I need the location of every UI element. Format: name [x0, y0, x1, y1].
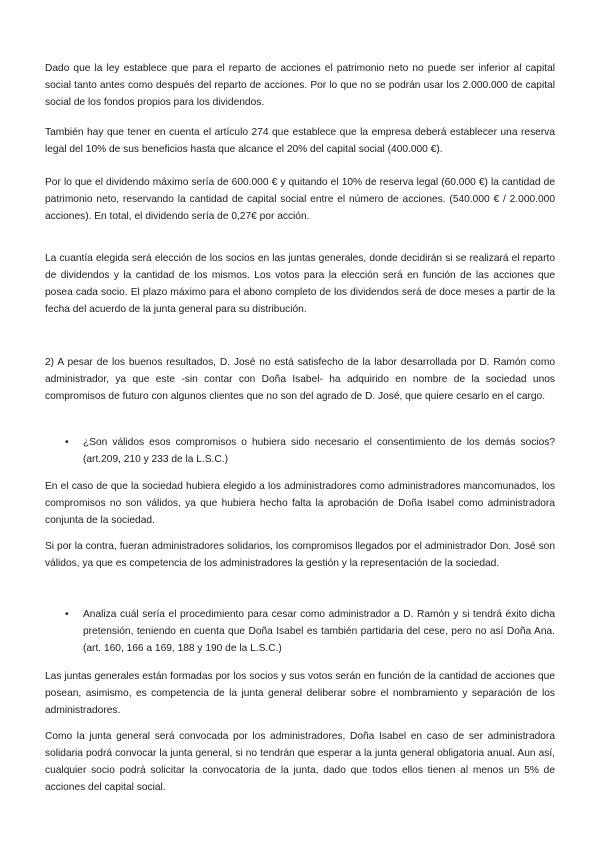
paragraph-legal-reserve: También hay que tener en cuenta el artículo 274 que establece que la empresa deberá establecer una reserva legal del 10% de sus beneficios hasta que alcance el 20% del capital social (400.000 €). [45, 127, 555, 155]
bullet-icon: • [65, 437, 69, 448]
paragraph-junta-composition: Las juntas generales están formadas por los socios y sus votos serán en función de la cantidad de acciones que posean, asimismo, es competencia de la junta general deliberar sobre el nombramiento y separación de los administradores. [45, 671, 555, 716]
bullet-icon: • [65, 609, 69, 620]
paragraph-dividend-rule: Dado que la ley establece que para el reparto de acciones el patrimonio neto no puede ser inferior al capital social tanto antes como después del reparto de acciones. Por lo que no se podrán usar los 2.000.000 de capital social de los fondos propios para los dividendos. [45, 63, 555, 108]
paragraph-joint-administrators: En el caso de que la sociedad hubiera elegido a los administradores como administradores mancomunados, los compromisos no son válidos, ya que hubiera hecho falta la aprobación de Doña Isabel como administradora conjunta de la sociedad. [45, 481, 555, 526]
paragraph-question-2: 2) A pesar de los buenos resultados, D. José no está satisfecho de la labor desarrollada por D. Ramón como administrador, ya que este -sin contar con Doña Isabel- ha adquirido en nombre de la sociedad unos compromisos de futuro con algunos clientes que no son del agrado de D. José, que quiere cesarlo en el cargo. [45, 357, 555, 402]
bullet-text: ¿Son válidos esos compromisos o hubiera sido necesario el consentimiento de los demás socios? (art.209, 210 y 233 de la L.S.C.) [83, 437, 555, 465]
bullet-text: Analiza cuál sería el procedimiento para cesar como administrador a D. Ramón y si tendrá éxito dicha pretensión, teniendo en cuenta que Doña Isabel es también partidaria del cese, pero no así Doña Ana. (art. 160, 166 a 169, 188 y 190 de la L.S.C.) [83, 609, 555, 654]
paragraph-general-meeting: La cuantía elegida será elección de los socios en las juntas generales, donde decidirán si se realizará el reparto de dividendos y la cantidad de los mismos. Los votos para la elección será en función de las acciones que posea cada socio. El plazo máximo para el abono completo de los dividendos será de doce meses a partir de la fecha del acuerdo de la junta general para su distribución. [45, 253, 555, 315]
paragraph-solidary-administrators: Si por la contra, fueran administradores solidarios, los compromisos llegados por el administrador Don. José son válidos, ya que es competencia de los administradores la gestión y la representación de la sociedad. [45, 541, 555, 569]
bullet-item-validity-question [65, 434, 555, 468]
bullet-item-dismissal-procedure [65, 606, 555, 657]
paragraph-junta-convocation: Como la junta general será convocada por los administradores, Doña Isabel en caso de ser administradora solidaria podrá convocar la junta general, si no tendrán que esperar a la junta general obligatoria anual. Aun así, cualquier socio podrá solicitar la convocatoria de la junta, dado que todos ellos tienen al menos un 5% de acciones del capital social. [45, 731, 555, 793]
paragraph-max-dividend: Por lo que el dividendo máximo sería de 600.000 € y quitando el 10% de reserva legal (60.000 €) la cantidad de patrimonio neto, reservando la cantidad de capital social entre el número de acciones. (540.000 € / 2.000.000 acciones). En total, el dividendo sería de 0,27€ por acción. [45, 177, 555, 222]
